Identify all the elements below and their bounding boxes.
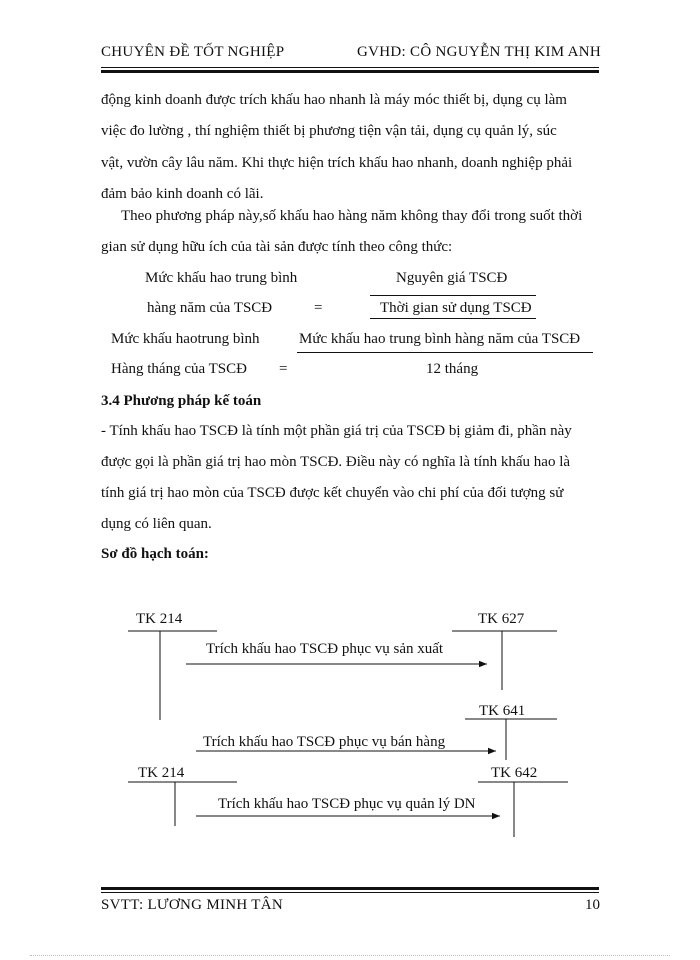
account-label: TK 642 bbox=[491, 765, 538, 781]
formula2-equals: = bbox=[279, 361, 288, 377]
page-edge-dotted bbox=[30, 955, 670, 956]
footer-rule-thick bbox=[101, 887, 599, 890]
header-title: CHUYÊN ĐỀ TỐT NGHIỆP bbox=[101, 44, 285, 60]
paragraph-line: tính giá trị hao mòn của TSCĐ được kết chuyển vào chi phí của đối tượng sử bbox=[101, 485, 564, 501]
paragraph-line: đảm bảo kinh doanh có lãi. bbox=[101, 186, 264, 202]
diagram-heading: Sơ đồ hạch toán: bbox=[101, 546, 209, 562]
header-advisor: GVHD: CÔ NGUYỄN THỊ KIM ANH bbox=[357, 44, 602, 60]
formula2-lhs-line1: Mức khấu haotrung bình bbox=[111, 331, 260, 347]
formula1-lhs-line2: hàng năm của TSCĐ bbox=[147, 300, 273, 316]
paragraph-line: Theo phương pháp này,số khấu hao hàng năm không thay đổi trong suốt thời bbox=[121, 208, 583, 224]
formula2-numerator: Mức khấu hao trung bình hàng năm của TSCĐ bbox=[299, 331, 581, 347]
formula1-denominator: Thời gian sử dụng TSCĐ bbox=[380, 300, 532, 316]
footer-rule-thin bbox=[101, 892, 599, 893]
paragraph-line: gian sử dụng hữu ích của tài sản được tính theo công thức: bbox=[101, 239, 453, 255]
account-label: TK 214 bbox=[138, 765, 185, 781]
paragraph-line: việc đo lường , thí nghiệm thiết bị phương tiện vận tải, dụng cụ quản lý, súc bbox=[101, 123, 557, 139]
formula1-numerator: Nguyên giá TSCĐ bbox=[396, 270, 508, 286]
formula1-lhs-line1: Mức khấu hao trung bình bbox=[145, 270, 298, 286]
formula2-denominator: 12 tháng bbox=[426, 361, 479, 377]
paragraph-line: động kinh doanh được trích khấu hao nhanh là máy móc thiết bị, dụng cụ làm bbox=[101, 92, 567, 108]
footer-author: SVTT: LƯƠNG MINH TÂN bbox=[101, 897, 284, 913]
paragraph-line: dụng có liên quan. bbox=[101, 516, 212, 532]
account-label: TK 214 bbox=[136, 611, 183, 627]
formula1-equals: = bbox=[314, 300, 323, 316]
entry-label: Trích khấu hao TSCĐ phục vụ sản xuất bbox=[206, 641, 444, 657]
entry-label: Trích khấu hao TSCĐ phục vụ bán hàng bbox=[203, 734, 446, 750]
account-label: TK 641 bbox=[479, 703, 526, 719]
formula2-lhs-line2: Hàng tháng của TSCĐ bbox=[111, 361, 247, 377]
section-heading: 3.4 Phương pháp kế toán bbox=[101, 393, 262, 409]
paragraph-line: - Tính khấu hao TSCĐ là tính một phần giá trị của TSCĐ bị giảm đi, phần này bbox=[101, 423, 572, 439]
page-number: 10 bbox=[585, 897, 600, 913]
entry-label: Trích khấu hao TSCĐ phục vụ quản lý DN bbox=[218, 796, 476, 812]
paragraph-line: được gọi là phần giá trị hao mòn TSCĐ. Điều này có nghĩa là tính khấu hao là bbox=[101, 454, 571, 470]
paragraph-line: vật, vườn cây lâu năm. Khi thực hiện trích khấu hao nhanh, doanh nghiệp phải bbox=[101, 155, 573, 171]
account-label: TK 627 bbox=[478, 611, 525, 627]
